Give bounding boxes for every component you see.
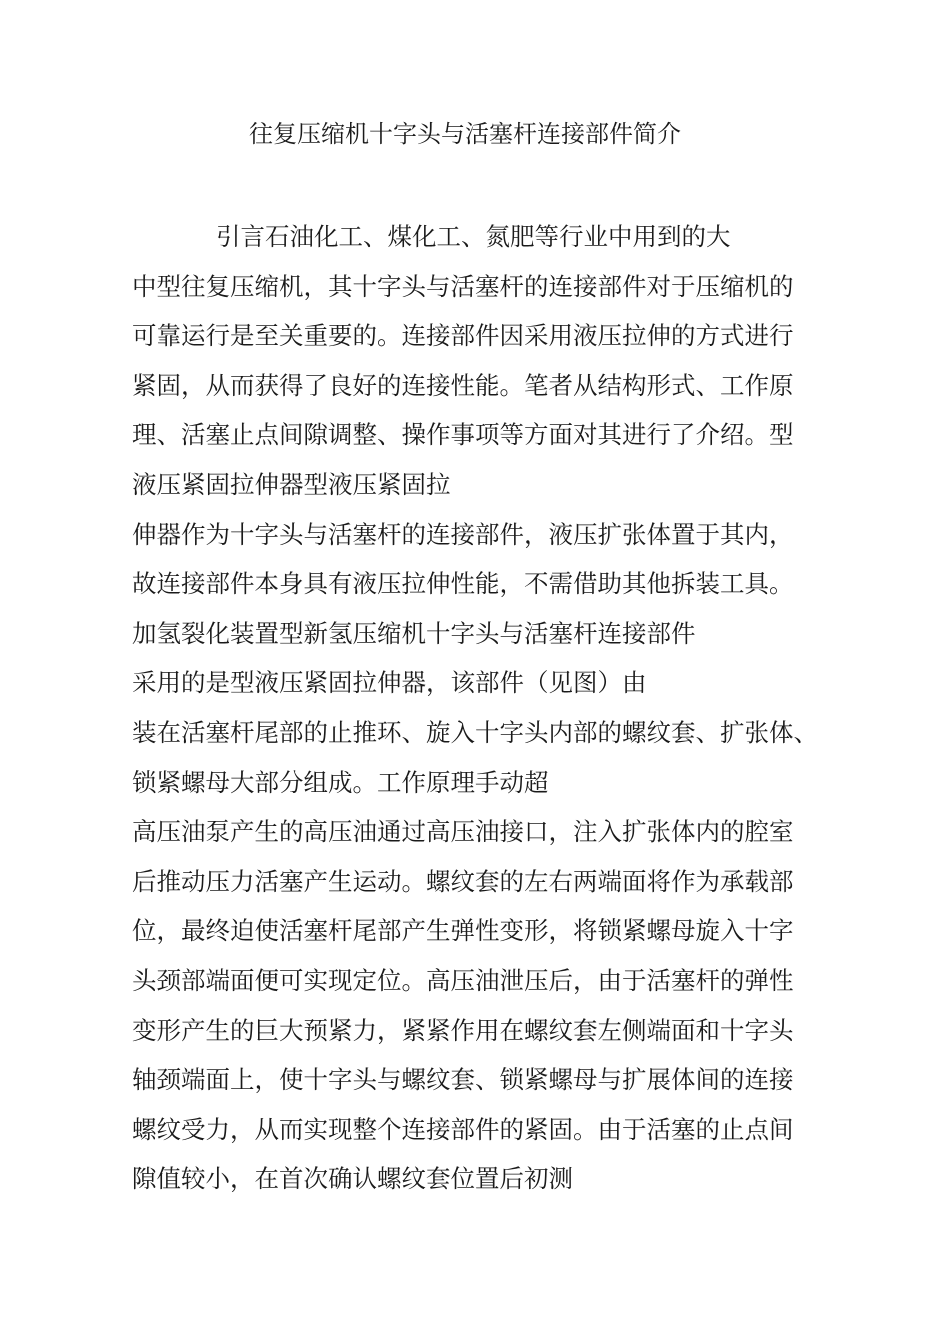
document-body — [132, 212, 842, 1204]
body-line: 后推动压力活塞产生运动。螺纹套的左右两端面将作为承载部 — [132, 866, 794, 896]
body-line: 理、活塞止点间隙调整、操作事项等方面对其进行了介绍。型 — [132, 420, 794, 450]
body-line: 采用的是型液压紧固拉伸器，该部件（见图）由 — [132, 668, 647, 698]
body-line: 位，最终迫使活塞杆尾部产生弹性变形，将锁紧螺母旋入十字 — [132, 916, 794, 946]
body-line: 加氢裂化装置型新氢压缩机十字头与活塞杆连接部件 — [132, 618, 696, 648]
body-line: 装在活塞杆尾部的止推环、旋入十字头内部的螺纹套、扩张体、 — [132, 717, 818, 747]
body-line: 高压油泵产生的高压油通过高压油接口，注入扩张体内的腔室 — [132, 817, 794, 847]
body-line: 可靠运行是至关重要的。连接部件因采用液压拉伸的方式进行 — [132, 321, 794, 351]
body-line: 锁紧螺母大部分组成。工作原理手动超 — [132, 767, 549, 797]
body-line: 螺纹受力，从而实现整个连接部件的紧固。由于活塞的止点间 — [132, 1114, 794, 1144]
body-line: 紧固，从而获得了良好的连接性能。笔者从结构形式、工作原 — [132, 370, 794, 400]
body-line: 引言石油化工、煤化工、氮肥等行业中用到的大 — [216, 222, 731, 251]
body-line: 故连接部件本身具有液压拉伸性能，不需借助其他拆装工具。 — [132, 569, 794, 599]
body-line: 中型往复压缩机，其十字头与活塞杆的连接部件对于压缩机的 — [132, 271, 794, 301]
body-line: 头颈部端面便可实现定位。高压油泄压后，由于活塞杆的弹性 — [132, 965, 794, 995]
body-line: 伸器作为十字头与活塞杆的连接部件，液压扩张体置于其内， — [132, 519, 794, 549]
body-line: 变形产生的巨大预紧力，紧紧作用在螺纹套左侧端面和十字头 — [132, 1015, 794, 1045]
document-title: 往复压缩机十字头与活塞杆连接部件简介 — [249, 120, 681, 148]
body-line: 液压紧固拉伸器型液压紧固拉 — [132, 469, 451, 499]
body-line: 隙值较小，在首次确认螺纹套位置后初测 — [132, 1164, 573, 1194]
body-line: 轴颈端面上，使十字头与螺纹套、锁紧螺母与扩展体间的连接 — [132, 1065, 794, 1095]
